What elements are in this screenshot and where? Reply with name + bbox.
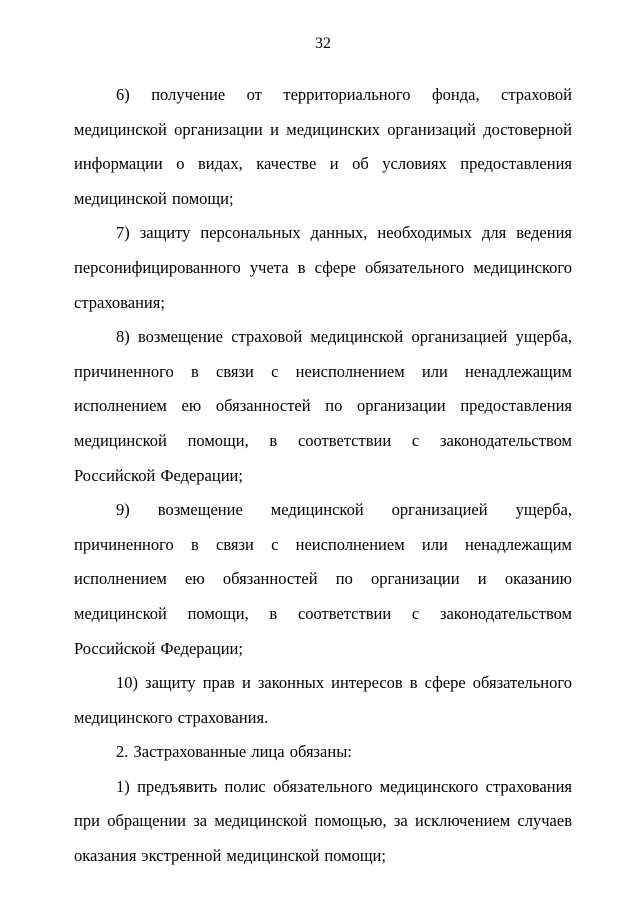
paragraph-clause-2: 2. Застрахованные лица обязаны:: [116, 742, 352, 762]
paragraph-item-7: 7) защиту персональных данных, необходимых для ведения персонифицированного учета в сфере обязательного медицинского страхования;: [74, 223, 572, 312]
paragraph-item-9: 9) возмещение медицинской организацией ущерба, причиненного в связи с неисполнением или ненадлежащим исполнением ею обязанностей по организации и оказанию медицинской помощи, в соответствии с законодательством Российской Федерации;: [74, 500, 572, 658]
paragraph-subitem-1: 1) предъявить полис обязательного медицинского страхования при обращении за медицинской помощью, за исключением случаев оказания экстренной медицинской помощи;: [74, 776, 572, 866]
paragraph-item-8: 8) возмещение страховой медицинской организацией ущерба, причиненного в связи с неисполнением или ненадлежащим исполнением ею обязанностей по организации предоставления медицинской помощи, в соответствии с законодательством Российской Федерации;: [74, 327, 572, 485]
paragraph-item-10: 10) защиту прав и законных интересов в сфере обязательного медицинского страхования.: [74, 673, 572, 727]
document-body: [74, 78, 572, 874]
page-number: 32: [315, 35, 331, 52]
paragraph-item-6: 6) получение от территориального фонда, страховой медицинской организации и медицинских организаций достоверной информации о видах, качестве и об условиях предоставления медицинской помощи;: [74, 85, 572, 208]
